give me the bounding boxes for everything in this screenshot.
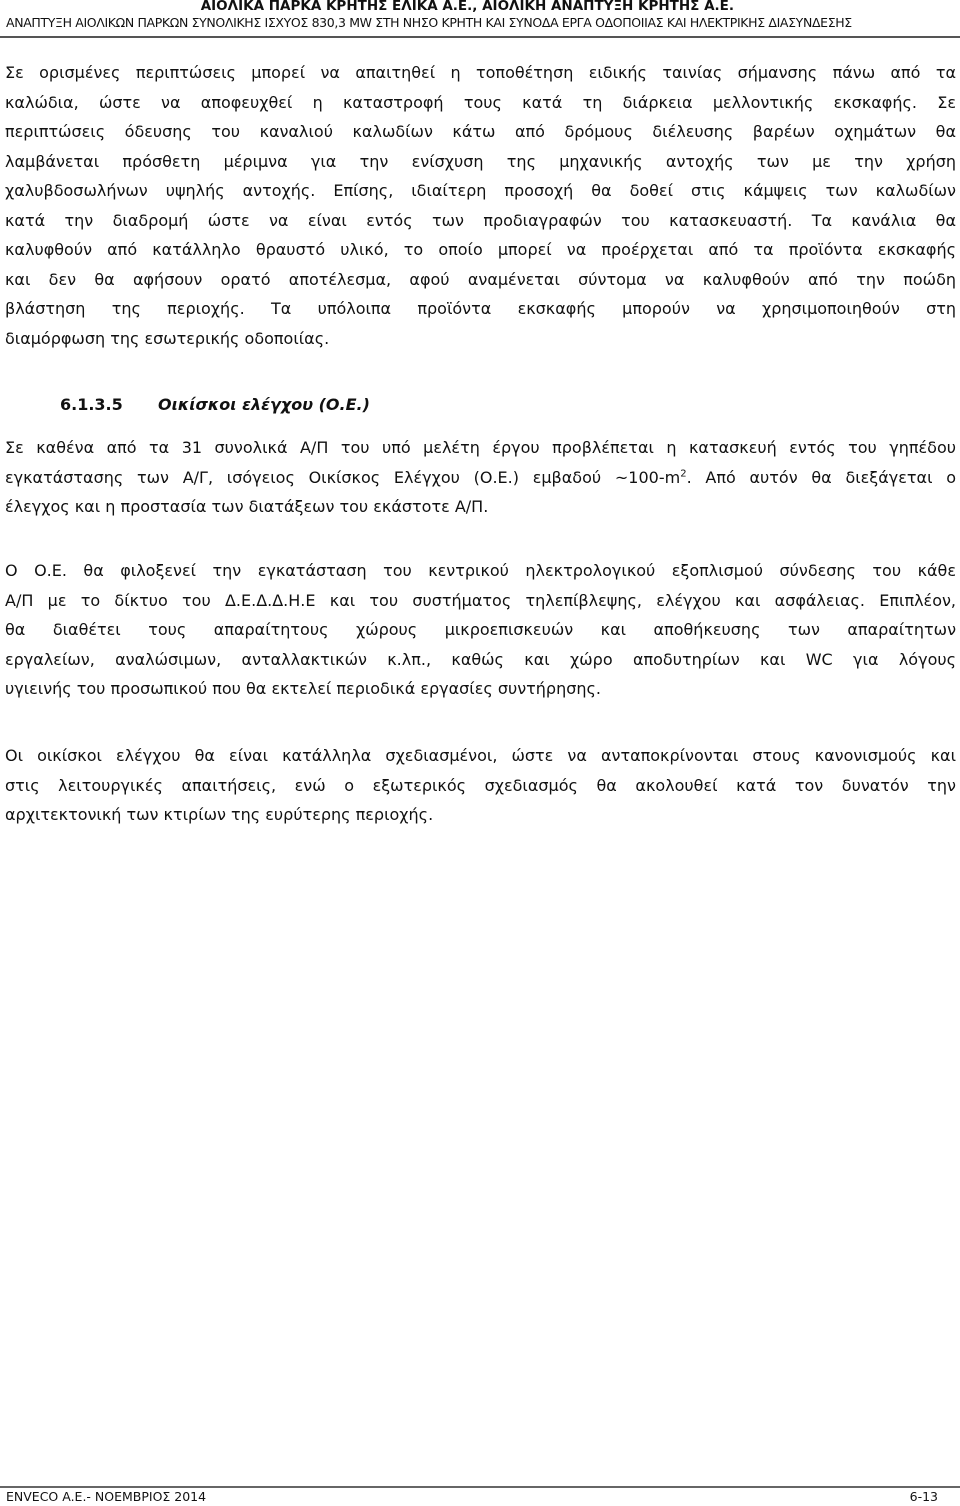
paragraph-control-buildings (5, 433, 956, 522)
page-number: 6-13 (909, 1489, 938, 1504)
footer-divider (0, 1486, 960, 1488)
text-line: αρχιτεκτονική των κτιρίων της ευρύτερης περιοχής. (5, 805, 434, 824)
text-line: υγιεινής του προσωπικού που θα εκτελεί περιοδικά εργασίες συντήρησης. (5, 679, 601, 698)
text-line: διαμόρφωση της εσωτερικής οδοποιίας. (5, 328, 330, 348)
text-line: και δεν θα αφήσουν ορατό αποτέλεσμα, αφού αναμένεται σύντομα να καλυφθούν από την ποώδη (5, 269, 956, 289)
text-line: βλάστηση της περιοχής. Τα υπόλοιπα προϊόντα εκσκαφής μπορούν να χρησιμοποιηθούν στη (5, 299, 956, 318)
text-fragment: . Από αυτόν θα διεξάγεται ο (686, 467, 957, 487)
text-line: εργαλείων, αναλώσιμων, ανταλλακτικών κ.λπ., καθώς και χώρο αποδυτηρίων και WC για λόγους (5, 649, 957, 669)
text-line: έλεγχος και η προστασία των διατάξεων του εκάστοτε Α/Π. (5, 497, 489, 516)
section-number: 6.1.3.5 (60, 395, 123, 414)
text-line: χαλυβδοσωλήνων υψηλής αντοχής. Επίσης, ιδιαίτερη προσοχή θα δοθεί στις κάμψεις των καλωδίων (5, 181, 956, 200)
footer-publisher-date: ENVECO A.E.- ΝΟΕΜΒΡΙΟΣ 2014 (6, 1489, 207, 1504)
text-fragment: εγκατάστασης των Α/Γ, ισόγειος Οικίσκος Ελέγχου (Ο.Ε.) εμβαδού ~100-m (5, 467, 681, 487)
header-project-title: ΑΝΑΠΤΥΞΗ ΑΙΟΛΙΚΩΝ ΠΑΡΚΩΝ ΣΥΝΟΛΙΚΗΣ ΙΣΧΥΟΣ 830,3 MW ΣΤΗ ΝΗΣΟ ΚΡΗΤΗ ΚΑΙ ΣΥΝΟΔΑ ΕΡΓΑ ΟΔΟΠΟΙΙΑΣ ΚΑΙ ΗΛΕΚΤΡΙΚΗΣ ΔΙΑΣΥΝΔΕΣΗΣ (6, 15, 852, 30)
text-line: θα διαθέτει τους απαραίτητους χώρους μικροεπισκευών και αποθήκευσης των απαραίτητων (5, 620, 956, 639)
text-line (5, 463, 956, 493)
text-fragment (5, 468, 956, 487)
paragraph-cables (5, 58, 956, 353)
section-heading (60, 395, 370, 414)
header-companies: ΑΙΟΛΙΚΑ ΠΑΡΚΑ ΚΡΗΤΗΣ ΕΛΙΚΑ Α.Ε., ΑΙΟΛΙΚΗ ΑΝΑΠΤΥΞΗ ΚΡΗΤΗΣ Α.Ε. (200, 0, 734, 14)
text-line: Σε ορισμένες περιπτώσεις μπορεί να απαιτηθεί η τοποθέτηση ειδικής ταινίας σήμανσης πάνω από τα (5, 63, 956, 82)
text-line: στις λειτουργικές απαιτήσεις, ενώ ο εξωτερικός σχεδιασμός θα ακολουθεί κατά τον δυνατόν την (5, 775, 956, 795)
text-line: καλώδια, ώστε να αποφευχθεί η καταστροφή τους κατά τη διάρκεια μελλοντικής εκσκαφής. Σε (5, 92, 956, 112)
text-line: Οι οικίσκοι ελέγχου θα είναι κατάλληλα σχεδιασμένοι, ώστε να ανταποκρίνονται στους κανονισμούς και (5, 746, 956, 765)
text-line: καλυφθούν από κατάλληλο θραυστό υλικό, το οποίο μπορεί να προέρχεται από τα προϊόντα εκσκαφής (5, 240, 956, 259)
text-line: Α/Π με το δίκτυο του Δ.Ε.Δ.Δ.Η.Ε και του συστήματος τηλεπίβλεψης, ελέγχου και ασφάλειας. Επιπλέον, (5, 590, 956, 610)
text-line: Ο Ο.Ε. θα φιλοξενεί την εγκατάσταση του κεντρικού ηλεκτρολογικού εξοπλισμού σύνδεσης του κάθε (5, 561, 956, 580)
text-line: περιπτώσεις όδευσης του καναλιού καλωδίων κάτω από δρόμους διέλευσης βαρέων οχημάτων θα (5, 122, 956, 141)
paragraph-design (5, 741, 956, 830)
header-divider (0, 36, 960, 38)
section-title: Οικίσκοι ελέγχου (Ο.Ε.) (158, 395, 370, 414)
text-line: Σε καθένα από τα 31 συνολικά Α/Π του υπό μελέτη έργου προβλέπεται η κατασκευή εντός του γηπέδου (5, 438, 956, 457)
text-line: κατά την διαδρομή ώστε να είναι εντός των προδιαγραφών του κατασκευαστή. Τα κανάλια θα (5, 210, 956, 230)
paragraph-equipment (5, 556, 956, 704)
superscript: 2 (680, 468, 687, 480)
text-line: λαμβάνεται πρόσθετη μέριμνα για την ενίσχυση της μηχανικής αντοχής των με την χρήση (5, 151, 956, 171)
